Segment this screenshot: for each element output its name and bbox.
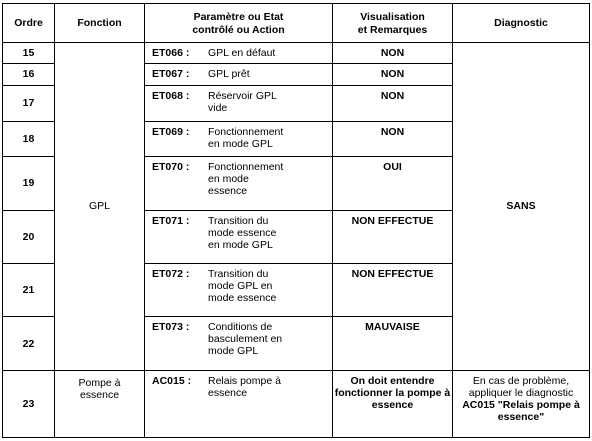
- row-visualisation: NON: [333, 85, 453, 121]
- fonction-gpl: GPL: [55, 43, 145, 371]
- row-ordre: 21: [3, 264, 55, 317]
- row-ordre: 17: [3, 85, 55, 121]
- row-code: ET066 :: [152, 47, 190, 59]
- row-visualisation-text: On doit entendre fonctionner la pompe à essence: [334, 374, 451, 411]
- row-visualisation: NON EFFECTUE: [333, 264, 453, 317]
- diagnostic-sans: SANS: [453, 43, 590, 371]
- header-visualisation: [333, 4, 453, 43]
- row-visualisation: NON: [333, 121, 453, 157]
- row-desc: Transition du mode GPL en mode essence: [208, 268, 277, 305]
- row-desc: Transition du mode essence en mode GPL: [208, 214, 277, 251]
- row-parametre: [145, 43, 333, 64]
- row-code: ET072 :: [152, 268, 190, 281]
- fonction-pompe-text: Pompe à essence: [78, 376, 121, 401]
- row-parametre: [145, 121, 333, 157]
- diagnostic-prefix: En cas de problème, appliquer le diagnostic: [468, 374, 574, 399]
- row-parametre: [145, 317, 333, 370]
- row-visualisation: MAUVAISE: [333, 317, 453, 370]
- header-ordre: Ordre: [3, 4, 55, 43]
- row-ordre: 16: [3, 63, 55, 85]
- header-diagnostic: Diagnostic: [453, 4, 590, 43]
- table-row: [3, 43, 590, 64]
- header-parametre: [145, 4, 333, 43]
- row-parametre: [145, 370, 333, 437]
- table-row: [3, 370, 590, 437]
- row-desc: Fonctionnement en mode GPL: [208, 125, 284, 150]
- row-code: ET069 :: [152, 125, 190, 138]
- row-code: ET070 :: [152, 161, 190, 174]
- row-ordre: 19: [3, 157, 55, 210]
- row-code: ET068 :: [152, 89, 190, 102]
- diagnostic-reference: AC015 "Relais pompe à essence": [462, 398, 580, 423]
- row-visualisation: NON: [333, 43, 453, 64]
- row-visualisation: OUI: [333, 157, 453, 210]
- row-ordre: 22: [3, 317, 55, 370]
- row-ordre: 18: [3, 121, 55, 157]
- row-code: ET073 :: [152, 321, 190, 334]
- row-parametre: [145, 264, 333, 317]
- row-desc: Relais pompe à essence: [208, 374, 281, 399]
- row-desc: GPL en défaut: [208, 47, 276, 59]
- header-parametre-text: Paramètre ou Etat contrôlé ou Action: [192, 10, 285, 36]
- row-visualisation: [333, 370, 453, 437]
- header-visualisation-text: Visualisation et Remarques: [357, 10, 428, 36]
- row-code: ET067 :: [152, 67, 190, 80]
- row-desc: Conditions de basculement en mode GPL: [208, 321, 283, 358]
- row-ordre: 20: [3, 210, 55, 263]
- row-desc: Réservoir GPL vide: [208, 89, 277, 114]
- row-desc: Fonctionnement en mode essence: [208, 161, 284, 198]
- diagnostic-ac015: [453, 370, 590, 437]
- row-parametre: [145, 157, 333, 210]
- row-visualisation: NON: [333, 63, 453, 85]
- row-code: ET071 :: [152, 214, 190, 227]
- row-visualisation: NON EFFECTUE: [333, 210, 453, 263]
- row-code: AC015 :: [152, 374, 192, 387]
- row-desc: GPL prêt: [208, 67, 250, 80]
- row-parametre: [145, 210, 333, 263]
- diagnostic-table: [2, 3, 590, 438]
- fonction-pompe: [55, 370, 145, 437]
- header-fonction: Fonction: [55, 4, 145, 43]
- row-ordre: 15: [3, 43, 55, 64]
- row-parametre: [145, 85, 333, 121]
- header-row: [3, 4, 590, 43]
- row-parametre: [145, 63, 333, 85]
- row-ordre: 23: [3, 370, 55, 437]
